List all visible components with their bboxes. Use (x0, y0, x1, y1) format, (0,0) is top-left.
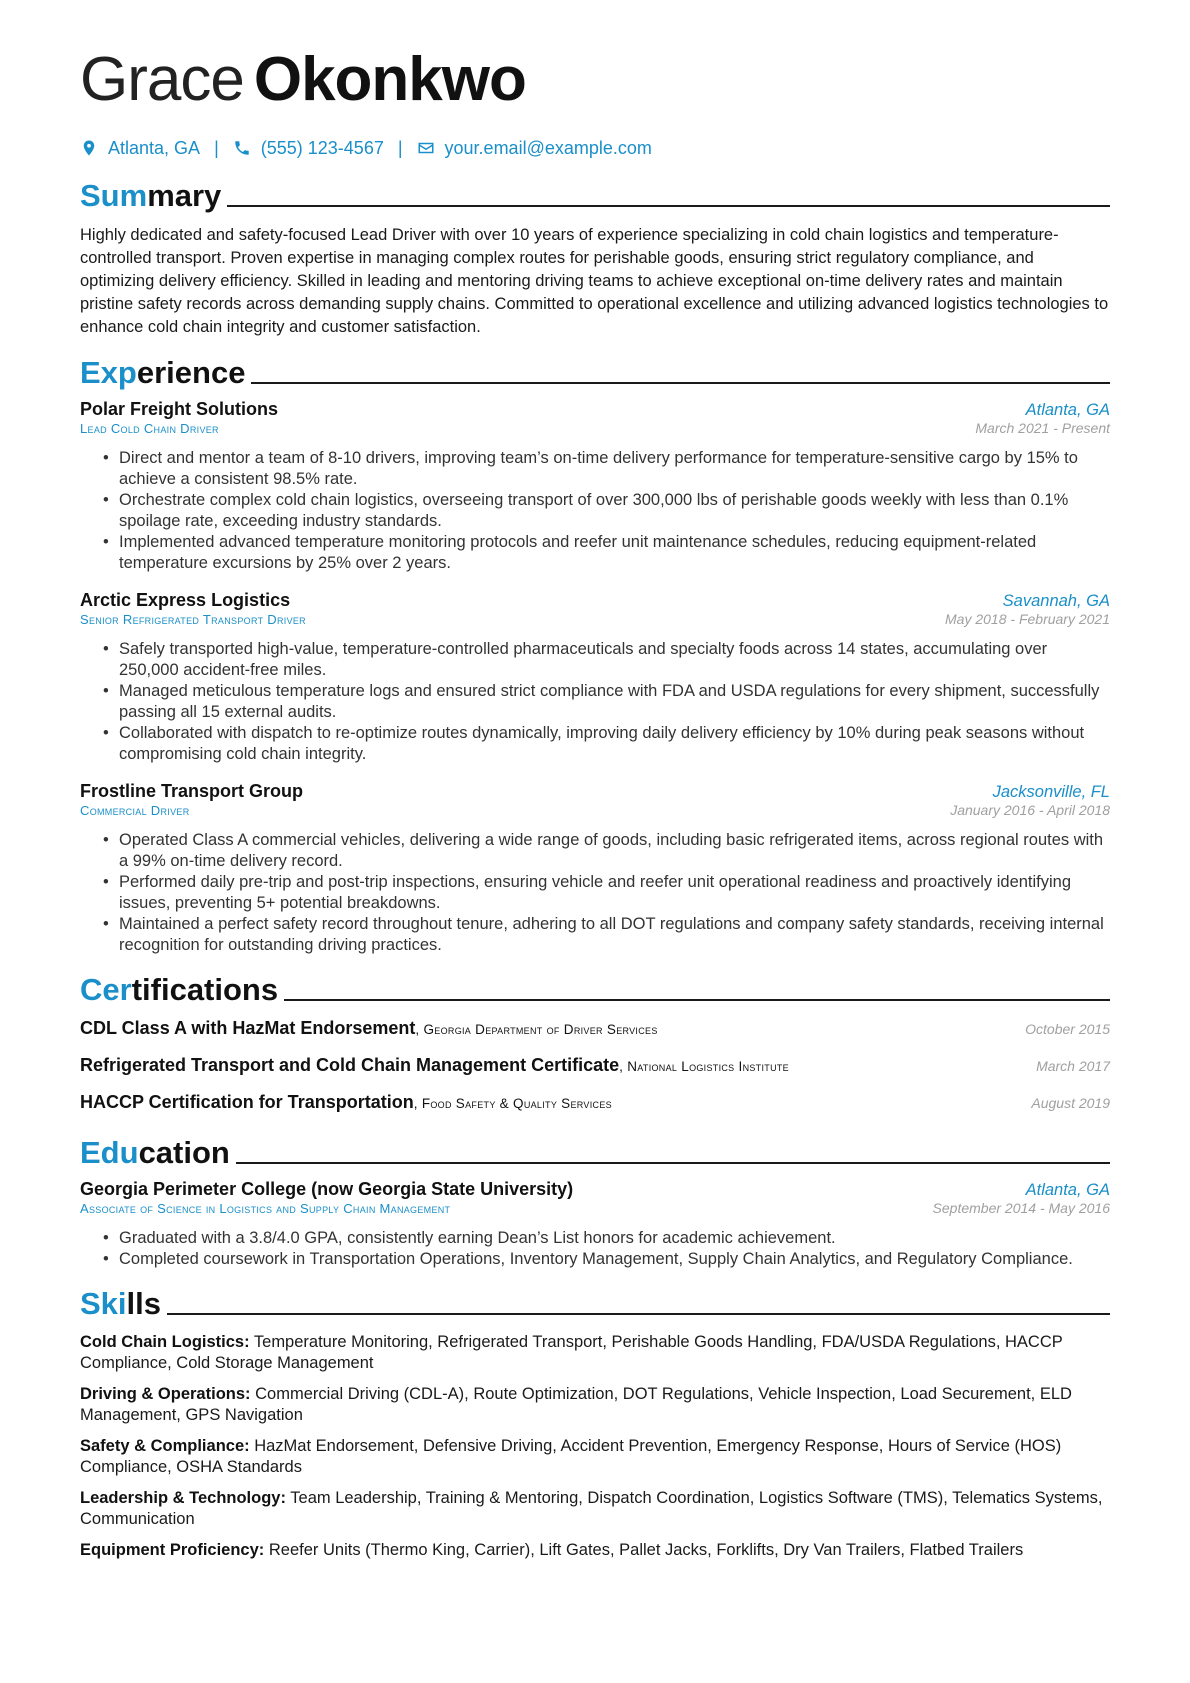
section-divider (284, 999, 1110, 1001)
job-entry (80, 590, 1110, 765)
cert-date: October 2015 (1025, 1021, 1110, 1037)
cert-name: Refrigerated Transport and Cold Chain Management Certificate (80, 1055, 620, 1075)
skill-group (80, 1488, 1110, 1530)
section-summary-heading (80, 174, 1110, 214)
job-location: Jacksonville, FL (992, 783, 1110, 801)
contact-email[interactable] (417, 138, 652, 159)
phone-icon (233, 139, 251, 157)
job-title: Commercial Driver (80, 803, 190, 818)
school-name: Georgia Perimeter College (now Georgia State University) (80, 1179, 574, 1199)
school-location: Atlanta, GA (1025, 1181, 1110, 1199)
contact-separator: | (214, 137, 219, 158)
cert-issuer: Georgia Department of Driver Services (423, 1022, 658, 1037)
education-entry (80, 1179, 1110, 1270)
job-entry (80, 399, 1110, 574)
cert-issuer: Food Safety & Quality Services (421, 1096, 612, 1111)
phone-text: (555) 123-4567 (260, 137, 384, 158)
skill-group (80, 1332, 1110, 1374)
section-title: Summary (80, 178, 222, 213)
education-bullets (80, 1228, 1110, 1270)
job-dates: January 2016 - April 2018 (950, 802, 1110, 818)
skill-group (80, 1540, 1110, 1561)
cert-name: HACCP Certification for Transportation (80, 1092, 414, 1112)
skill-label: Equipment Proficiency: (80, 1541, 265, 1559)
skill-group (80, 1436, 1110, 1478)
section-divider (236, 1162, 1110, 1164)
section-divider (167, 1313, 1110, 1315)
section-title: Education (80, 1135, 230, 1170)
section-title: Experience (80, 355, 246, 390)
section-experience-heading (80, 351, 1110, 391)
company-name: Polar Freight Solutions (80, 399, 279, 419)
contact-bar (80, 134, 1110, 162)
list-item: • Collaborated with dispatch to re-optimize routes dynamically, improving daily delivery efficiency by 10% during peak seasons without compromising cold chain integrity. (119, 723, 1110, 765)
skill-list: Team Leadership, Training & Mentoring, Dispatch Coordination, Logistics Software (TMS), Telematics Systems, Communication (80, 1489, 1103, 1528)
list-item: • Orchestrate complex cold chain logistics, overseeing transport of over 300,000 lbs of perishable goods weekly with less than 0.1% spoilage rate, exceeding industry standards. (119, 490, 1110, 532)
education-dates: September 2014 - May 2016 (932, 1200, 1110, 1216)
job-location: Atlanta, GA (1025, 401, 1110, 419)
list-item: • Performed daily pre-trip and post-trip inspections, ensuring vehicle and reefer unit operational readiness and proactively identifying issues, preventing 5+ potential breakdowns. (119, 872, 1110, 914)
envelope-icon (417, 139, 435, 157)
list-item: • Safely transported high-value, temperature-controlled pharmaceuticals and specialty foods across 14 states, accumulating over 250,000 accident-free miles. (119, 639, 1110, 681)
section-divider (227, 205, 1110, 207)
skill-label: Leadership & Technology: (80, 1489, 286, 1507)
job-bullets (80, 639, 1110, 765)
contact-separator: | (397, 137, 403, 158)
cert-date: March 2017 (1036, 1058, 1110, 1074)
skill-list: Temperature Monitoring, Refrigerated Transport, Perishable Goods Handling, FDA/USDA Regulations, HACCP Compliance, Cold Storage Management (80, 1333, 1063, 1372)
job-location: Savannah, GA (1002, 592, 1110, 610)
job-dates: May 2018 - February 2021 (945, 611, 1110, 627)
skill-list: Reefer Units (Thermo King, Carrier), Lift Gates, Pallet Jacks, Forklifts, Dry Van Trailers, Flatbed Trailers (268, 1541, 1024, 1559)
section-skills-heading (80, 1282, 1110, 1322)
skill-label: Cold Chain Logistics: (80, 1333, 250, 1351)
list-item: • Maintained a perfect safety record throughout tenure, adhering to all DOT regulations and company safety standards, receiving internal recognition for outstanding driving practices. (119, 914, 1110, 956)
list-item: • Implemented advanced temperature monitoring protocols and reefer unit maintenance schedules, reducing equipment-related temperature excursions by 25% over 2 years. (119, 532, 1110, 574)
section-divider (251, 382, 1110, 384)
company-name: Frostline Transport Group (80, 781, 304, 801)
list-item: • Direct and mentor a team of 8-10 drivers, improving team’s on-time delivery performance for temperature-sensitive cargo by 15% to achieve a consistent 98.5% rate. (119, 448, 1110, 490)
certification-entry: CDL Class A with HazMat Endorsement, Georgia Department of Driver Services October 2015 (80, 1018, 1110, 1038)
section-title: Certifications (80, 972, 279, 1007)
email-link[interactable]: your.email@example.com (444, 137, 652, 158)
candidate-name (80, 40, 1110, 120)
summary-text: Highly dedicated and safety-focused Lead Driver with over 10 years of experience specializing in cold chain logistics and temperature-controlled transport. Proven expertise in managing complex routes for perishable goods, ensuring strict regulatory compliance, and optimizing delivery efficiency. Skilled in leading and mentoring driving teams to achieve exceptional on-time delivery rates and maintain pristine safety records across demanding supply chains. Committed to operational excellence and utilizing advanced logistics technologies to enhance cold chain integrity and customer satisfaction. (80, 226, 1109, 336)
company-name: Arctic Express Logistics (80, 590, 291, 610)
skill-list: Commercial Driving (CDL-A), Route Optimization, DOT Regulations, Vehicle Inspection, Load Securement, ELD Management, GPS Navigation (80, 1385, 1072, 1424)
skill-label: Driving & Operations: (80, 1385, 251, 1403)
section-education-heading (80, 1131, 1110, 1171)
job-dates: March 2021 - Present (975, 420, 1110, 436)
skill-list: HazMat Endorsement, Defensive Driving, Accident Prevention, Emergency Response, Hours of Service (HOS) Compliance, OSHA Standards (80, 1437, 1062, 1476)
cert-date: August 2019 (1031, 1095, 1110, 1111)
degree-title: Associate of Science in Logistics and Supply Chain Management (80, 1201, 451, 1216)
list-item: • Managed meticulous temperature logs and ensured strict compliance with FDA and USDA regulations for every shipment, successfully passing all 15 external audits. (119, 681, 1110, 723)
contact-location (80, 138, 200, 159)
map-pin-icon (80, 139, 98, 157)
skill-group (80, 1384, 1110, 1426)
cert-name: CDL Class A with HazMat Endorsement (80, 1018, 416, 1038)
list-item: • Graduated with a 3.8/4.0 GPA, consistently earning Dean’s List honors for academic achievement. (119, 1228, 1110, 1249)
first-name: Grace (80, 45, 244, 114)
contact-phone[interactable] (233, 138, 384, 159)
job-title: Senior Refrigerated Transport Driver (80, 612, 306, 627)
job-title: Lead Cold Chain Driver (80, 421, 219, 436)
job-entry (80, 781, 1110, 956)
list-item: • Operated Class A commercial vehicles, delivering a wide range of goods, including basic refrigerated items, across regional routes with a 99% on-time delivery record. (119, 830, 1110, 872)
list-item: • Completed coursework in Transportation Operations, Inventory Management, Supply Chain Analytics, and Regulatory Compliance. (119, 1249, 1110, 1270)
section-title: Skills (80, 1286, 161, 1321)
job-bullets (80, 830, 1110, 956)
location-text: Atlanta, GA (108, 137, 201, 158)
section-certifications-heading (80, 968, 1110, 1008)
skill-label: Safety & Compliance: (80, 1437, 250, 1455)
certification-entry: Refrigerated Transport and Cold Chain Management Certificate, National Logistics Institute March 2017 (80, 1055, 1110, 1075)
job-bullets (80, 448, 1110, 574)
last-name: Okonkwo (253, 45, 526, 114)
certification-entry: HACCP Certification for Transportation, Food Safety & Quality Services August 2019 (80, 1092, 1110, 1112)
cert-issuer: National Logistics Institute (627, 1059, 789, 1074)
